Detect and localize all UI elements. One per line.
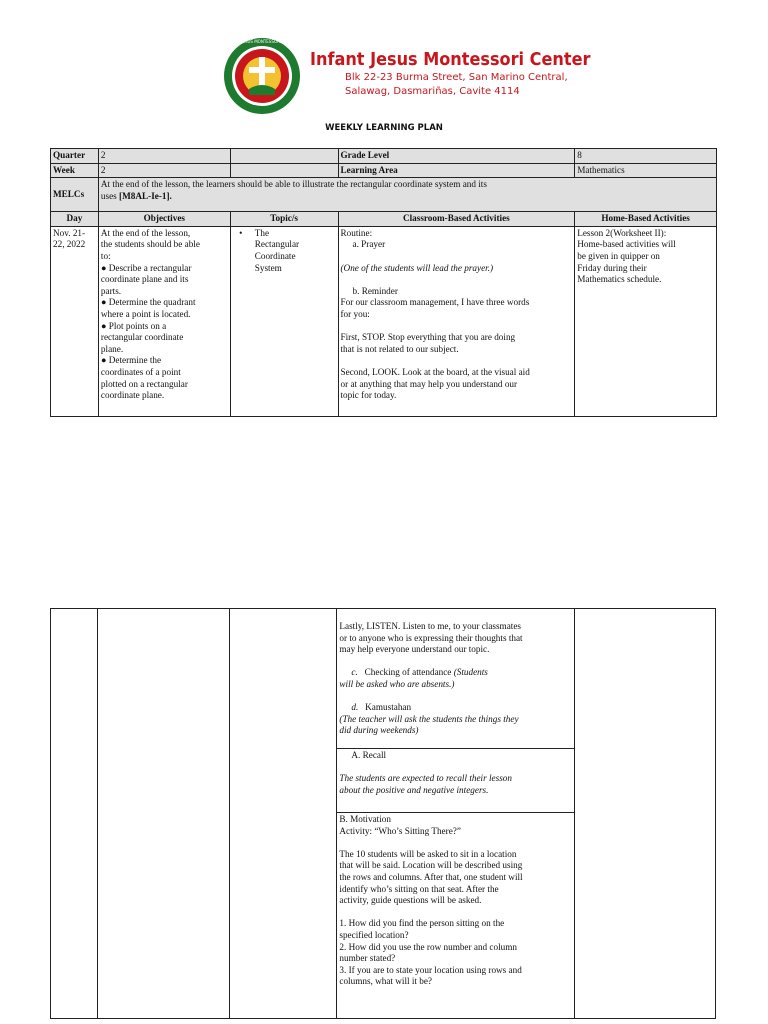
motivation-cell: B. Motivation Activity: “Who’s Sitting There?” The 10 students will be asked to sit in a location that will be said. Location will be described using the rows and columns. After that, one student will identify who’s sitting on that seat. After the activity, guide questions will be asked. 1. How did you find the person sitting on the specified location? 2. How did you use the row number and column number stated? 3. If you are to state your location using rows and columns, what will it be? (337, 813, 575, 1019)
quarter-value: 2 (98, 149, 230, 164)
col-topics: Topic/s (230, 212, 338, 227)
day-cell-cont (51, 609, 98, 1019)
week-value: 2 (98, 163, 230, 178)
col-objectives: Objectives (98, 212, 230, 227)
week-label: Week (51, 163, 99, 178)
classroom-cell: Routine: a. Prayer (One of the students will lead the prayer.) b. Reminder For our classroom management, I have three words for you: First, STOP. Stop everything that you are doing that is not related to our subject. Second, LOOK. Look at the board, at the visual aid or at anything that may help you understand our topic for today. (338, 226, 575, 416)
routine-cont-cell: Lastly, LISTEN. Listen to me, to your classmates or to anyone who is expressing their thoughts that may help everyone understand our topic. c. Checking of attendance (Students will be asked who are absents.) d. Kamustahan (The teacher will ask the students the things they did during weekends) (337, 609, 575, 749)
col-day: Day (51, 212, 99, 227)
home-cell-cont (575, 609, 716, 1019)
melcs-text: At the end of the lesson, the learners should be able to illustrate the rectangular coordinate system and its uses [M8AL-Ie-1]. (98, 178, 716, 212)
address-line1: Blk 22-23 Burma Street, San Marino Central, (345, 72, 568, 83)
melcs-label: MELCs (51, 178, 99, 212)
area-label: Learning Area (338, 163, 575, 178)
topic-cell: • The Rectangular Coordinate System (230, 226, 338, 416)
document-title: WEEKLY LEARNING PLAN (325, 123, 443, 133)
school-logo (223, 37, 301, 115)
area-value: Mathematics (575, 163, 717, 178)
home-cell: Lesson 2(Worksheet II): Home-based activities will be given in quipper on Friday during their Mathematics schedule. (575, 226, 717, 416)
recall-cell: A. Recall The students are expected to recall their lesson about the positive and negative integers. (337, 749, 575, 813)
grade-value: 8 (575, 149, 717, 164)
quarter-label: Quarter (51, 149, 99, 164)
logo-text: INFANT JESUS MONTESSORI CENTER (225, 39, 299, 44)
objectives-cell-cont (97, 609, 229, 1019)
grade-label: Grade Level (338, 149, 575, 164)
school-name: Infant Jesus Montessori Center (310, 50, 591, 70)
day-cell: Nov. 21- 22, 2022 (51, 226, 99, 416)
address-line2: Salawag, Dasmariñas, Cavite 4114 (345, 86, 520, 97)
col-home: Home-Based Activities (575, 212, 717, 227)
objectives-cell: At the end of the lesson, the students should be able to: ● Describe a rectangular coordinate plane and its parts. ● Determine the quadrant where a point is located. ● Plot points on a rectangular coordinate plane. ● Determine the coordinates of a point plotted on a rectangular coordinate plane. (98, 226, 230, 416)
topic-cell-cont (229, 609, 337, 1019)
topic-bullet: • (239, 227, 243, 238)
col-classroom: Classroom-Based Activities (338, 212, 575, 227)
learning-plan-table (50, 148, 717, 417)
continuation-table (50, 608, 716, 1019)
